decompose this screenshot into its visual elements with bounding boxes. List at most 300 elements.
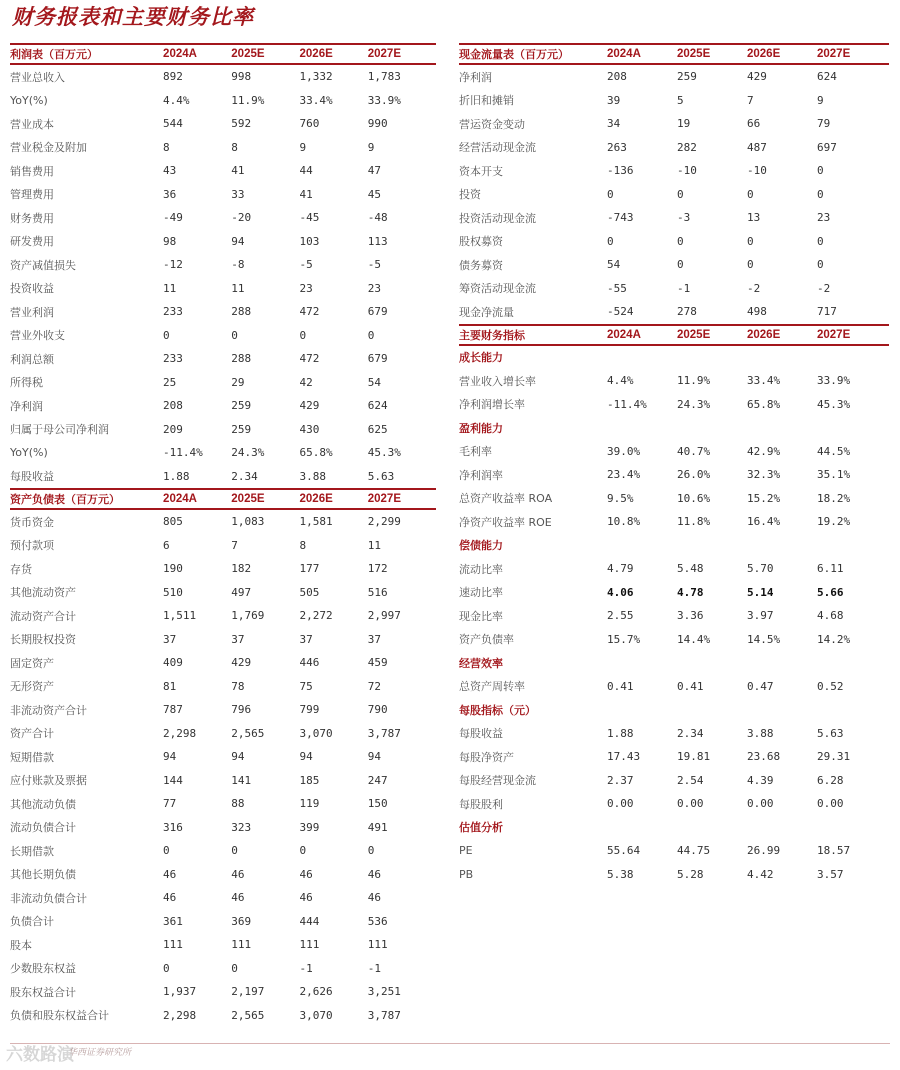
row-value: 32.3% — [747, 468, 781, 482]
section-heading — [459, 346, 889, 370]
row-value: 505 — [299, 585, 320, 599]
row-value: 10.8% — [607, 515, 641, 529]
row-label: 经营活动现金流 — [459, 141, 536, 155]
row-value: 37 — [163, 632, 177, 646]
row-value: 444 — [299, 914, 320, 928]
balance-sheet-table — [10, 488, 436, 1027]
table-row — [459, 440, 889, 464]
row-value: 4.4% — [607, 374, 634, 388]
row-value: 37 — [231, 632, 245, 646]
row-label: 折旧和摊销 — [459, 94, 514, 108]
row-value: 2,299 — [367, 515, 401, 529]
row-value: 0 — [747, 258, 754, 272]
table-row — [459, 183, 889, 207]
row-label: 其他流动负债 — [10, 797, 76, 811]
row-value: -1 — [367, 961, 381, 975]
row-label: 非流动资产合计 — [10, 703, 87, 717]
table-row — [459, 463, 889, 487]
table-row — [10, 441, 436, 465]
row-value: 510 — [163, 585, 183, 599]
row-value: 2.34 — [677, 726, 704, 740]
row-value: 18.57 — [817, 844, 851, 858]
table-row — [459, 487, 889, 511]
row-value: 0.00 — [817, 797, 844, 811]
row-label: 毛利率 — [459, 445, 492, 459]
row-value: 2027E — [367, 48, 402, 60]
row-value: 1,332 — [299, 70, 333, 84]
row-value: 0 — [163, 328, 170, 342]
row-label: 负债和股东权益合计 — [10, 1009, 109, 1023]
table-row — [10, 465, 436, 489]
footer-source: 华西证券研究所 — [68, 1048, 132, 1058]
row-label: 投资活动现金流 — [459, 211, 536, 225]
row-label: 每股经营现金流 — [459, 774, 536, 788]
row-value: 40.7% — [677, 444, 711, 458]
table-row — [10, 557, 436, 581]
row-value: 497 — [231, 585, 252, 599]
section-heading — [459, 651, 889, 675]
row-value: 369 — [231, 914, 252, 928]
row-label: 无形资产 — [10, 680, 54, 694]
row-value: 3.97 — [747, 609, 774, 623]
row-label: 筹资活动现金流 — [459, 282, 536, 296]
table-row — [10, 910, 436, 934]
section-label: 偿债能力 — [459, 539, 503, 553]
row-value: 111 — [367, 938, 388, 952]
row-value: 446 — [299, 656, 320, 670]
row-value: 41 — [231, 164, 245, 178]
row-value: 6 — [163, 538, 170, 552]
table-row — [10, 347, 436, 371]
row-value: 544 — [163, 117, 183, 131]
table-row — [459, 393, 889, 417]
row-label: 流动负债合计 — [10, 821, 76, 835]
row-value: 45 — [367, 187, 381, 201]
row-value: 4.79 — [607, 562, 634, 576]
row-label: 其他长期负债 — [10, 868, 76, 882]
row-value: 2027E — [817, 48, 851, 60]
row-value: 233 — [163, 352, 183, 366]
row-value: 263 — [607, 140, 627, 154]
row-value: 0 — [817, 258, 824, 272]
row-label: YoY(%) — [10, 93, 48, 107]
row-value: 23 — [817, 211, 831, 225]
row-value: 429 — [747, 70, 767, 84]
row-value: 592 — [231, 117, 252, 131]
row-value: 94 — [231, 750, 245, 764]
row-value: 2025E — [231, 493, 265, 505]
row-value: 2.34 — [231, 469, 258, 483]
row-value: 34 — [607, 117, 621, 131]
cashflow-statement-table — [459, 43, 889, 324]
row-value: 111 — [163, 938, 183, 952]
row-value: 0 — [677, 258, 684, 272]
row-value: 13 — [747, 211, 761, 225]
table-row — [459, 206, 889, 230]
row-label: 资产合计 — [10, 727, 54, 741]
row-value: 796 — [231, 703, 252, 717]
row-value: 259 — [231, 422, 252, 436]
row-value: 491 — [367, 820, 388, 834]
table-row — [10, 957, 436, 981]
row-value: 209 — [163, 422, 183, 436]
row-label: 固定资产 — [10, 656, 54, 670]
row-value: 0.41 — [677, 679, 704, 693]
row-label: 总资产收益率 ROA — [459, 492, 553, 506]
row-value: 88 — [231, 797, 245, 811]
row-value: 177 — [299, 562, 320, 576]
row-value: -2 — [747, 281, 761, 295]
row-value: 190 — [163, 562, 183, 576]
row-value: 399 — [299, 820, 320, 834]
row-value: 72 — [367, 679, 381, 693]
table-row — [10, 300, 436, 324]
row-value: 75 — [299, 679, 313, 693]
row-value: 0.41 — [607, 679, 634, 693]
row-value: 26.99 — [747, 844, 781, 858]
row-value: 625 — [367, 422, 388, 436]
row-label: 每股净资产 — [459, 750, 514, 764]
table-row — [10, 722, 436, 746]
row-value: 10.6% — [677, 491, 711, 505]
table-row — [459, 769, 889, 793]
table-row — [10, 816, 436, 840]
row-value: 9 — [367, 140, 375, 154]
table-row — [10, 628, 436, 652]
row-value: 361 — [163, 914, 183, 928]
row-value: 182 — [231, 562, 252, 576]
row-value: 288 — [231, 305, 252, 319]
row-value: 0 — [367, 844, 375, 858]
row-value: 54 — [367, 375, 381, 389]
row-label: 净利润率 — [459, 468, 503, 482]
row-value: 697 — [817, 140, 837, 154]
row-value: 8 — [231, 140, 238, 154]
table-row — [10, 371, 436, 395]
row-value: 14.4% — [677, 632, 711, 646]
row-value: 46 — [299, 867, 313, 881]
row-value: 2026E — [299, 493, 333, 505]
row-value: 0 — [607, 187, 614, 201]
row-value: 679 — [367, 352, 388, 366]
row-value: 8 — [163, 140, 170, 154]
row-value: 144 — [163, 773, 183, 787]
row-value: 282 — [677, 140, 697, 154]
row-value: -3 — [677, 211, 691, 225]
row-label: 营业总收入 — [10, 70, 65, 84]
table-row — [459, 557, 889, 581]
row-value: 2,565 — [231, 1008, 265, 1022]
row-value: 19.2% — [817, 515, 851, 529]
row-value: 23.4% — [607, 468, 641, 482]
table-row — [10, 675, 436, 699]
row-value: 94 — [367, 750, 381, 764]
row-value: -1 — [677, 281, 691, 295]
row-value: 65.8% — [299, 446, 333, 460]
row-value: 409 — [163, 656, 183, 670]
row-label: 营业外收支 — [10, 329, 65, 343]
table-row — [10, 980, 436, 1004]
row-value: 787 — [163, 703, 183, 717]
row-label: 预付款项 — [10, 539, 54, 553]
row-label: 净利润 — [10, 399, 43, 413]
row-label: 资产负债表（百万元） — [10, 493, 120, 506]
row-value: 430 — [299, 422, 320, 436]
row-value: 0 — [163, 844, 170, 858]
table-row — [10, 418, 436, 442]
row-value: 44.75 — [677, 844, 711, 858]
row-value: 0.00 — [677, 797, 704, 811]
financial-ratios-table — [459, 324, 889, 887]
row-value: 0 — [231, 844, 238, 858]
row-value: 679 — [367, 305, 388, 319]
row-label: 每股收益 — [10, 470, 54, 484]
row-value: 892 — [163, 70, 183, 84]
table-row — [10, 863, 436, 887]
table-row — [10, 1004, 436, 1028]
row-value: 805 — [163, 515, 183, 529]
row-label: 投资收益 — [10, 282, 54, 296]
row-value: -136 — [607, 164, 634, 178]
table-row — [459, 722, 889, 746]
table-row — [10, 112, 436, 136]
row-value: 472 — [299, 352, 320, 366]
row-value: 26.0% — [677, 468, 711, 482]
row-value: 19.81 — [677, 750, 711, 764]
row-label: 总资产周转率 — [459, 680, 525, 694]
row-value: 16.4% — [747, 515, 781, 529]
row-label: 每股股利 — [459, 797, 503, 811]
row-label: 净利润 — [459, 70, 492, 84]
row-value: 2024A — [163, 48, 197, 60]
row-value: 2,565 — [231, 726, 265, 740]
row-label: 所得税 — [10, 376, 43, 390]
row-value: 11 — [231, 281, 245, 295]
table-row — [10, 89, 436, 113]
row-value: 3.57 — [817, 867, 844, 881]
row-value: 33 — [231, 187, 245, 201]
row-value: 46 — [367, 891, 381, 905]
row-value: 44 — [299, 164, 313, 178]
row-label: PB — [459, 867, 474, 881]
section-heading — [459, 534, 889, 558]
row-value: 2,272 — [299, 609, 333, 623]
row-value: 8 — [299, 538, 307, 552]
row-value: 33.9% — [367, 93, 401, 107]
row-value: 113 — [367, 234, 388, 248]
row-value: 45.3% — [367, 446, 401, 460]
row-value: 2027E — [817, 328, 851, 341]
table-row — [10, 604, 436, 628]
row-value: -524 — [607, 305, 634, 319]
row-value: 2.37 — [607, 773, 634, 787]
row-value: 3.36 — [677, 609, 704, 623]
row-value: 42.9% — [747, 444, 781, 458]
row-label: 长期股权投资 — [10, 633, 76, 647]
row-value: 0.47 — [747, 679, 774, 693]
row-value: -2 — [817, 281, 831, 295]
row-value: 2,298 — [163, 1008, 197, 1022]
row-value: 429 — [299, 399, 320, 413]
row-label: 利润表（百万元） — [10, 48, 98, 61]
row-label: PE — [459, 844, 473, 858]
table-row — [459, 300, 889, 324]
table-row — [459, 510, 889, 534]
row-value: 208 — [163, 399, 183, 413]
row-value: 5.48 — [677, 562, 704, 576]
table-row — [459, 65, 889, 89]
row-value: 37 — [299, 632, 313, 646]
row-label: 应付账款及票据 — [10, 774, 87, 788]
table-row — [10, 534, 436, 558]
row-value: 23 — [299, 281, 313, 295]
row-value: 0.00 — [607, 797, 634, 811]
row-value: 46 — [163, 891, 177, 905]
table-header — [10, 43, 436, 65]
table-row — [459, 230, 889, 254]
row-value: 98 — [163, 234, 177, 248]
row-value: 3,787 — [367, 726, 401, 740]
row-value: 3,070 — [299, 1008, 333, 1022]
footer-divider — [10, 1043, 890, 1044]
row-value: 4.78 — [677, 585, 704, 599]
row-value: 4.42 — [747, 867, 774, 881]
table-row — [10, 324, 436, 348]
table-row — [459, 253, 889, 277]
row-label: 股东权益合计 — [10, 985, 76, 999]
row-value: 4.39 — [747, 773, 774, 787]
row-value: 0 — [299, 844, 307, 858]
row-value: 472 — [299, 305, 320, 319]
row-value: 172 — [367, 562, 388, 576]
row-value: 23 — [367, 281, 381, 295]
row-label: 资本开支 — [459, 164, 503, 178]
row-value: 0 — [607, 234, 614, 248]
row-label: 净资产收益率 ROE — [459, 515, 552, 529]
row-value: 46 — [299, 891, 313, 905]
footer — [10, 1045, 131, 1058]
table-header — [459, 43, 889, 65]
row-value: 78 — [231, 679, 245, 693]
row-value: -8 — [231, 258, 245, 272]
row-value: 487 — [747, 140, 767, 154]
row-label: 管理费用 — [10, 188, 54, 202]
row-value: 18.2% — [817, 491, 851, 505]
table-row — [10, 510, 436, 534]
row-value: 150 — [367, 797, 388, 811]
table-row — [10, 183, 436, 207]
row-value: 624 — [817, 70, 837, 84]
row-value: 2026E — [747, 328, 781, 341]
row-value: 7 — [231, 538, 238, 552]
row-label: 负债合计 — [10, 915, 54, 929]
table-row — [459, 369, 889, 393]
row-value: 46 — [163, 867, 177, 881]
row-label: 资产减值损失 — [10, 258, 76, 272]
section-label: 每股指标（元） — [459, 703, 536, 717]
row-value: 2024A — [163, 493, 197, 505]
row-value: -55 — [607, 281, 627, 295]
row-value: 278 — [677, 305, 697, 319]
section-label: 估值分析 — [459, 821, 503, 835]
row-value: -743 — [607, 211, 634, 225]
row-label: 长期借款 — [10, 844, 54, 858]
row-label: 销售费用 — [10, 164, 54, 178]
row-value: 2,298 — [163, 726, 197, 740]
row-value: 5.66 — [817, 585, 844, 599]
table-row — [10, 745, 436, 769]
row-value: 9.5% — [607, 491, 634, 505]
row-label: 营业收入增长率 — [459, 374, 536, 388]
table-header — [459, 324, 889, 346]
row-label: 股权募资 — [459, 235, 503, 249]
row-value: 55.64 — [607, 844, 641, 858]
row-value: 14.2% — [817, 632, 851, 646]
table-row — [459, 863, 889, 887]
table-row — [459, 89, 889, 113]
row-value: 3.88 — [747, 726, 774, 740]
row-label: 流动资产合计 — [10, 609, 76, 623]
row-value: -10 — [747, 164, 767, 178]
row-value: 0 — [163, 961, 170, 975]
table-row — [459, 112, 889, 136]
row-value: 65.8% — [747, 397, 781, 411]
row-value: 429 — [231, 656, 252, 670]
row-value: 2026E — [299, 48, 333, 60]
row-value: 7 — [747, 93, 754, 107]
row-label: 非流动负债合计 — [10, 891, 87, 905]
row-label: 现金流量表（百万元） — [459, 48, 569, 61]
row-value: 3,251 — [367, 985, 401, 999]
section-heading — [459, 416, 889, 440]
row-value: 2.54 — [677, 773, 704, 787]
row-label: 营业税金及附加 — [10, 141, 87, 155]
table-row — [459, 675, 889, 699]
row-value: 33.4% — [747, 374, 781, 388]
row-value: -48 — [367, 211, 388, 225]
row-value: -12 — [163, 258, 183, 272]
row-value: 94 — [163, 750, 177, 764]
row-value: 0 — [231, 961, 238, 975]
row-value: 11.8% — [677, 515, 711, 529]
row-value: 459 — [367, 656, 388, 670]
row-value: -20 — [231, 211, 252, 225]
row-value: 2,197 — [231, 985, 265, 999]
row-label: 其他流动资产 — [10, 586, 76, 600]
row-value: 35.1% — [817, 468, 851, 482]
row-value: 0 — [299, 328, 307, 342]
row-value: 94 — [299, 750, 313, 764]
row-value: 5 — [677, 93, 684, 107]
table-row — [10, 65, 436, 89]
row-value: 2.55 — [607, 609, 634, 623]
row-value: 624 — [367, 399, 388, 413]
table-row — [459, 792, 889, 816]
watermark: 六数路演 — [6, 1045, 74, 1065]
row-value: 23.68 — [747, 750, 781, 764]
row-value: -45 — [299, 211, 320, 225]
row-value: 2024A — [607, 48, 641, 60]
row-value: 2025E — [677, 48, 711, 60]
row-value: 5.63 — [817, 726, 844, 740]
row-value: 24.3% — [677, 397, 711, 411]
table-row — [10, 698, 436, 722]
row-value: 0 — [817, 234, 824, 248]
row-value: 998 — [231, 70, 252, 84]
section-heading — [459, 816, 889, 840]
row-label: 财务费用 — [10, 211, 54, 225]
row-value: 6.28 — [817, 773, 844, 787]
